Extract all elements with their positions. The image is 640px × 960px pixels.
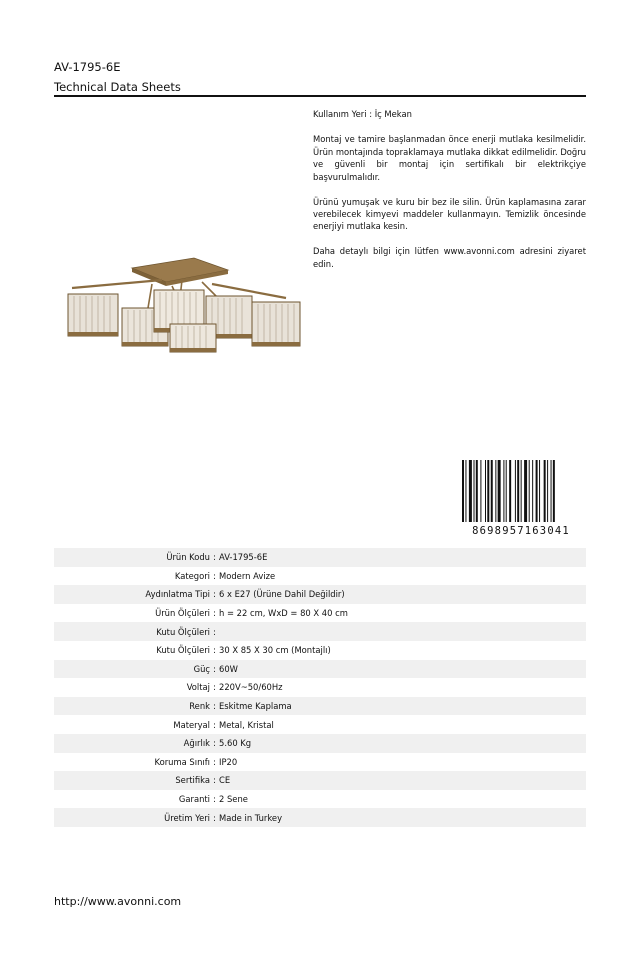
- spec-label: Güç: [193, 663, 210, 674]
- barcode-bar: [495, 460, 496, 522]
- spec-row: [54, 771, 586, 790]
- barcode-bar: [474, 460, 475, 522]
- crystal-shade: [252, 302, 300, 346]
- crystal-shade: [68, 294, 118, 336]
- website-paragraph: Daha detaylı bilgi için lütfen www.avonni.com adresini ziyaret edin.: [313, 246, 586, 269]
- spec-label: Renk: [189, 701, 210, 712]
- spec-separator: :: [213, 775, 216, 786]
- spec-row: [54, 548, 586, 567]
- spec-separator: :: [213, 626, 216, 637]
- spec-separator: :: [213, 794, 216, 805]
- spec-row: [54, 790, 586, 809]
- barcode: [458, 460, 584, 536]
- spec-label: Kategori: [174, 570, 210, 581]
- spec-label: Kutu Ölçüleri: [156, 645, 210, 656]
- spec-separator: :: [213, 663, 216, 674]
- spec-row: [54, 753, 586, 772]
- spec-row: [54, 622, 586, 641]
- barcode-bar: [476, 460, 478, 522]
- barcode-bar: [517, 460, 519, 522]
- header-divider: [54, 95, 586, 97]
- crystal-shade: [170, 324, 216, 352]
- barcode-bars: [462, 460, 555, 522]
- spec-label: Ürün Ölçüleri: [155, 608, 210, 619]
- spec-label: Voltaj: [186, 682, 210, 693]
- spec-separator: :: [213, 552, 216, 563]
- spec-row: [54, 660, 586, 679]
- safety-paragraph: Montaj ve tamire başlanmadan önce enerji mutlaka kesilmelidir. Ürün montajında topraklamaya mutlaka dikkat edilmelidir. Doğru ve güvenli bir montaj için sertifikalı bir elektrikçiye başvurulmalıdır.: [313, 134, 586, 182]
- spec-label: Aydınlatma Tipi: [145, 589, 210, 600]
- spec-separator: :: [213, 701, 216, 712]
- spec-label: Garanti: [178, 794, 210, 805]
- spec-row: [54, 715, 586, 734]
- spec-row: [54, 585, 586, 604]
- barcode-bar: [498, 460, 501, 522]
- spec-value: 5.60 Kg: [219, 738, 252, 749]
- document-subtitle: Technical Data Sheets: [54, 80, 181, 94]
- spec-separator: :: [213, 719, 216, 730]
- barcode-bar: [536, 460, 538, 522]
- spec-value: Modern Avize: [219, 570, 276, 581]
- spec-value: CE: [219, 775, 231, 786]
- spec-value: Metal, Kristal: [219, 719, 274, 730]
- spec-value: Made in Turkey: [219, 812, 283, 823]
- spec-separator: :: [213, 570, 216, 581]
- spec-separator: :: [213, 812, 216, 823]
- chandelier-product-image: [62, 250, 306, 360]
- barcode-bar: [551, 460, 552, 522]
- spec-value: AV-1795-6E: [219, 552, 268, 563]
- spec-label: Koruma Sınıfı: [154, 756, 210, 767]
- barcode-bar: [553, 460, 555, 522]
- barcode-bar: [509, 460, 511, 522]
- barcode-bar: [532, 460, 533, 522]
- barcode-bar: [539, 460, 540, 522]
- barcode-bar: [544, 460, 546, 522]
- usage-location: Kullanım Yeri : İç Mekan: [313, 109, 412, 119]
- spec-separator: :: [213, 682, 216, 693]
- spec-row: [54, 641, 586, 660]
- spec-separator: :: [213, 589, 216, 600]
- barcode-bar: [485, 460, 486, 522]
- spec-separator: :: [213, 756, 216, 767]
- spec-label: Materyal: [173, 719, 210, 730]
- spec-row: [54, 604, 586, 623]
- spec-value: 2 Sene: [219, 794, 248, 805]
- spec-separator: :: [213, 608, 216, 619]
- barcode-bar: [469, 460, 472, 522]
- usage-instructions: [313, 108, 586, 283]
- barcode-bar: [503, 460, 504, 522]
- barcode-bar: [547, 460, 548, 522]
- spec-row: [54, 567, 586, 586]
- barcode-bar: [529, 460, 530, 522]
- barcode-bar: [515, 460, 516, 522]
- spec-value: 220V~50/60Hz: [219, 682, 283, 693]
- barcode-bar: [524, 460, 527, 522]
- barcode-bar: [491, 460, 493, 522]
- product-code-heading: AV-1795-6E: [54, 60, 121, 74]
- spec-label: Ürün Kodu: [166, 552, 210, 563]
- spec-row: [54, 678, 586, 697]
- spec-label: Üretim Yeri: [164, 812, 210, 823]
- spec-label: Kutu Ölçüleri: [156, 626, 210, 637]
- barcode-digits: 8698957163041: [472, 525, 570, 536]
- footer-website-link[interactable]: http://www.avonni.com: [54, 895, 182, 908]
- barcode-bar: [462, 460, 464, 522]
- spec-label: Ağırlık: [183, 738, 210, 749]
- barcode-bar: [465, 460, 466, 522]
- spec-row: [54, 734, 586, 753]
- spec-value: Eskitme Kaplama: [219, 701, 292, 712]
- spec-value: IP20: [219, 756, 238, 767]
- spec-table: [54, 548, 586, 827]
- spec-separator: :: [213, 738, 216, 749]
- spec-separator: :: [213, 645, 216, 656]
- spec-value: h = 22 cm, WxD = 80 X 40 cm: [219, 608, 348, 619]
- spec-value: 60W: [219, 663, 238, 674]
- barcode-bar: [506, 460, 507, 522]
- spec-value: 30 X 85 X 30 cm (Montajlı): [219, 645, 331, 656]
- cleaning-paragraph: Ürünü yumuşak ve kuru bir bez ile silin. Ürün kaplamasına zarar verebilecek kimyevi maddeler kullanmayın. Temizlik öncesinde enerjiyi mutlaka kesin.: [313, 196, 586, 232]
- spec-row: [54, 697, 586, 716]
- barcode-bar: [521, 460, 522, 522]
- spec-value: 6 x E27 (Ürüne Dahil Değildir): [219, 589, 345, 600]
- spec-row: [54, 808, 586, 827]
- barcode-bar: [487, 460, 489, 522]
- barcode-bar: [480, 460, 481, 522]
- spec-label: Sertifika: [175, 775, 210, 786]
